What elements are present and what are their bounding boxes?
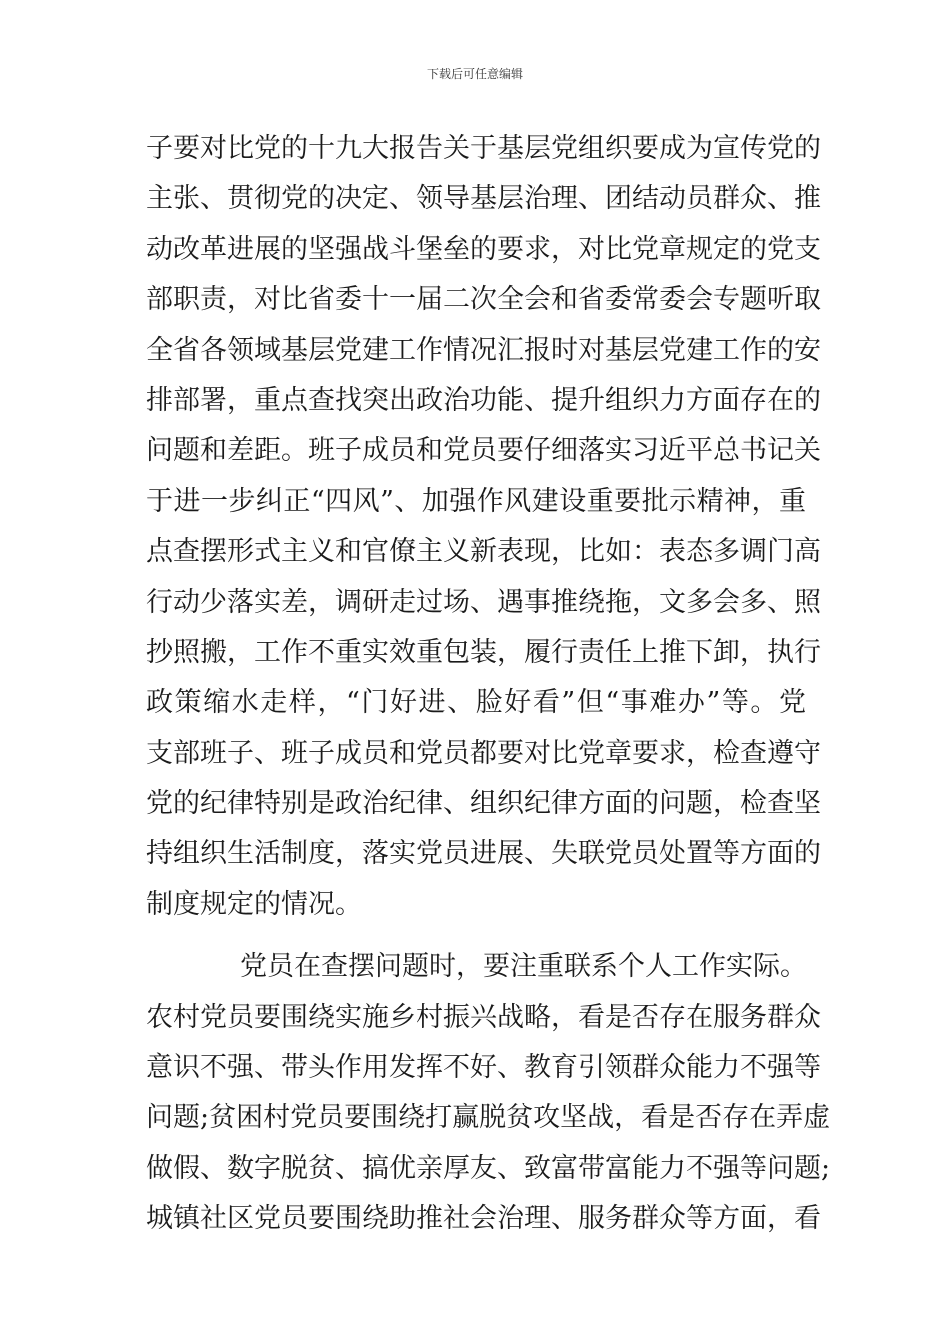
text-line: 党的纪律特别是政治纪律、组织纪律方面的问题，检查坚 — [146, 788, 821, 820]
text-line: 点查摆形式主义和官僚主义新表现，比如：表态多调门高 — [146, 536, 821, 568]
text-line: 动改革进展的坚强战斗堡垒的要求，对比党章规定的党支 — [146, 233, 821, 265]
text-line: 全省各领域基层党建工作情况汇报时对基层党建工作的安 — [146, 334, 821, 366]
page-header: 下载后可任意编辑 — [426, 67, 523, 81]
paragraph-gap — [146, 930, 806, 942]
text-line: 行动少落实差，调研走过场、遇事推绕拖，文多会多、照 — [146, 586, 821, 618]
text-line: 持组织生活制度，落实党员进展、失联党员处置等方面的 — [146, 838, 821, 870]
text-line: 抄照搬，工作不重实效重包装，履行责任上推下卸，执行 — [146, 636, 821, 668]
text-line: 制度规定的情况。 — [146, 888, 362, 920]
text-line: 城镇社区党员要围绕助推社会治理、服务群众等方面，看 — [146, 1203, 821, 1235]
text-line: 问题;贫困村党员要围绕打赢脱贫攻坚战，看是否存在弄虚 — [146, 1102, 831, 1134]
document-body — [146, 124, 831, 1245]
text-line: 党员在查摆问题时，要注重联系个人工作实际。 — [240, 951, 807, 983]
paragraph-1 — [146, 124, 821, 930]
text-line: 子要对比党的十九大报告关于基层党组织要成为宣传党的 — [146, 133, 821, 164]
text-line: 意识不强、带头作用发挥不好、教育引领群众能力不强等 — [146, 1052, 821, 1084]
text-line: 做假、数字脱贫、搞优亲厚友、致富带富能力不强等问题; — [146, 1152, 831, 1184]
text-line: 问题和差距。班子成员和党员要仔细落实习近平总书记关 — [146, 435, 821, 467]
text-line: 主张、贯彻党的决定、领导基层治理、团结动员群众、推 — [146, 183, 821, 215]
text-line: 部职责，对比省委十一届二次全会和省委常委会专题听取 — [146, 284, 821, 316]
text-line: 排部署，重点查找突出政治功能、提升组织力方面存在的 — [146, 384, 821, 416]
text-line: 于进一步纠正“四风”、加强作风建设重要批示精神，重 — [146, 485, 806, 517]
text-line: 农村党员要围绕实施乡村振兴战略，看是否存在服务群众 — [146, 1001, 821, 1033]
paragraph-2 — [146, 942, 831, 1244]
text-line: 支部班子、班子成员和党员都要对比党章要求，检查遵守 — [146, 737, 821, 769]
text-line: 政策缩水走样，“门好进、脸好看”但“事难办”等。党 — [146, 687, 806, 719]
